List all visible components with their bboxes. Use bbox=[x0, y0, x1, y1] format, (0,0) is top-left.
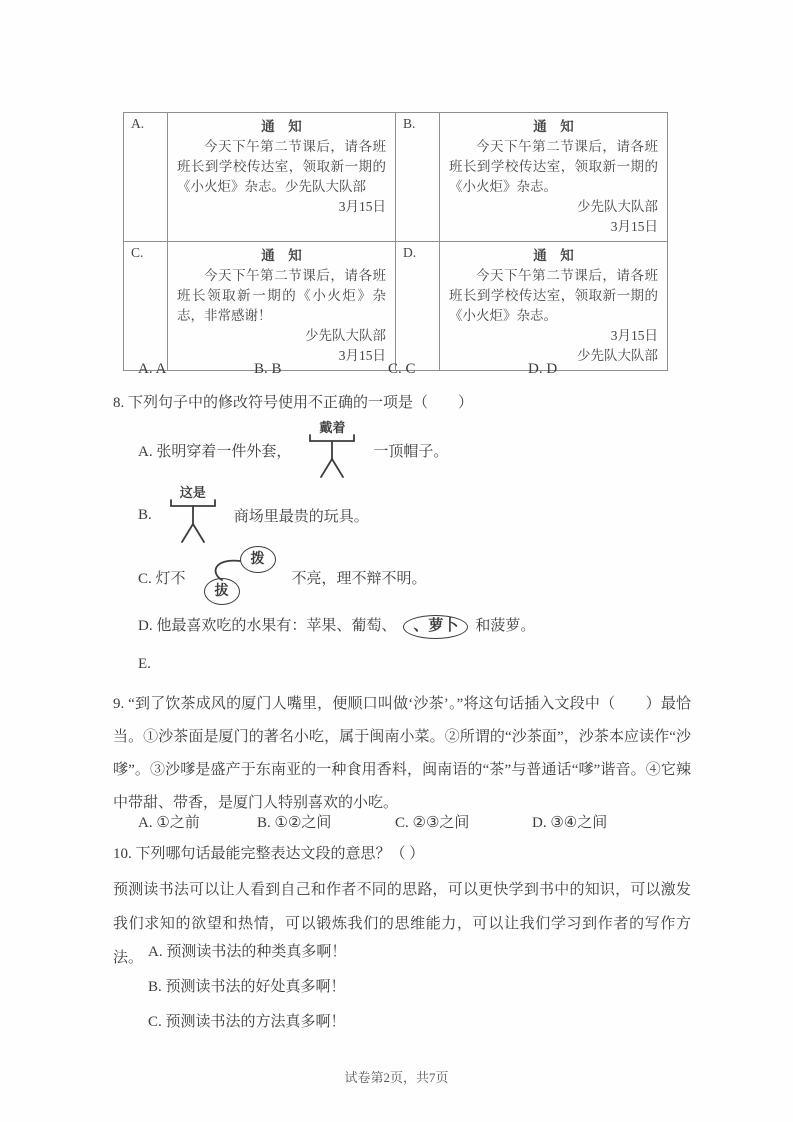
q10-option-a: A. 预测读书法的种类真多啊！ bbox=[148, 944, 347, 960]
q9-passage: 9. “到了饮茶成风的厦门人嘴里，便顺口叫做‘沙茶’。”将这句话插入文段中（ ）最恰当。①沙茶面是厦门的著名小吃，属于闽南小菜。②所谓的“沙茶面”，沙茶本应读作“沙嗲”。③沙嗲是盛产于东南亚的一种食用香料，闽南语的“茶”与普通话“嗲”谐音。④它辣中带甜、带香，是厦门人特别喜欢的小吃。 bbox=[113, 696, 691, 811]
insert-mark-icon bbox=[303, 421, 361, 479]
q8-option-c-prefix: C. 灯不 bbox=[138, 570, 186, 587]
q8-option-d-prefix: D. 他最喜欢吃的水果有：苹果、葡萄、 bbox=[138, 618, 397, 634]
q7-answer-c: C. C bbox=[388, 361, 416, 377]
q8-option-d bbox=[138, 614, 535, 639]
notice-signature: 少先队大队部 bbox=[577, 348, 658, 363]
table-row bbox=[124, 242, 668, 371]
replace-mark-icon bbox=[198, 546, 280, 608]
notice-body: 今天下午第二节课后，请各班班长到学校传达室，领取新一期的《小火炬》杂志。 bbox=[449, 139, 658, 194]
q8-stem: 8. 下列句子中的修改符号使用不正确的一项是（ ） bbox=[113, 395, 474, 411]
replace-old-char: 拔 bbox=[204, 578, 240, 605]
q10-stem: 10. 下列哪句话最能完整表达文段的意思？（ ） bbox=[113, 846, 425, 862]
insert-caret-icon bbox=[165, 499, 221, 544]
q7-answer-b: B. B bbox=[254, 361, 282, 377]
q9-answer-d: D. ③④之间 bbox=[532, 815, 608, 831]
q8-option-b bbox=[138, 486, 369, 544]
q9-answer-b: B. ①②之间 bbox=[257, 815, 332, 831]
q8-option-b-suffix: 商场里最贵的玩具。 bbox=[233, 508, 369, 525]
q7-answer-a: A. A bbox=[138, 361, 167, 377]
notice-signature: 少先队大队部 bbox=[305, 328, 386, 343]
q8-option-e: E. bbox=[138, 656, 151, 672]
insert-word: 戴着 bbox=[319, 420, 346, 435]
notice-c-cell bbox=[168, 242, 396, 371]
q9-answer-c: C. ②③之间 bbox=[395, 815, 470, 831]
notice-date: 3月15日 bbox=[338, 199, 386, 214]
q8-option-c-suffix: 不亮，理不辩不明。 bbox=[291, 570, 427, 587]
notice-body: 今天下午第二节课后，请各班班长到学校传达室，领取新一期的《小火炬》杂志。少先队大队部 bbox=[177, 139, 386, 194]
replace-new-char: 拨 bbox=[240, 546, 276, 573]
q8-option-a-prefix: A. 张明穿着一件外套， bbox=[138, 443, 292, 460]
q7-answer-d: D. D bbox=[528, 361, 558, 377]
notice-date: 3月15日 bbox=[610, 219, 658, 234]
notice-a-cell bbox=[168, 113, 396, 242]
page-footer: 试卷第2页，共7页 bbox=[344, 1070, 449, 1085]
notice-title: 通 知 bbox=[533, 119, 574, 134]
insert-caret-icon bbox=[304, 434, 360, 479]
q8-option-b-prefix: B. bbox=[138, 506, 152, 523]
notice-date: 3月15日 bbox=[610, 328, 658, 343]
notice-b-cell bbox=[440, 113, 668, 242]
q10-passage: 预测读书法可以让人看到自己和作者不同的思路，可以更快学到书中的知识，可以激发我们求知的欲望和热情，可以锻炼我们的思维能力，可以让我们学习到作者的写作方法。 bbox=[113, 882, 691, 966]
q8-option-d-suffix: 和菠萝。 bbox=[475, 618, 536, 634]
notice-d-cell bbox=[440, 242, 668, 371]
notice-c-label: C. bbox=[124, 242, 168, 371]
q8-option-c bbox=[138, 548, 427, 606]
notice-b-label: B. bbox=[396, 113, 440, 242]
q10-option-c: C. 预测读书法的方法真多啊！ bbox=[148, 1014, 346, 1030]
q8-option-a-suffix: 一顶帽子。 bbox=[373, 443, 449, 460]
notice-a-label: A. bbox=[124, 113, 168, 242]
q10-option-b: B. 预测读书法的好处真多啊！ bbox=[148, 979, 346, 995]
notice-title: 通 知 bbox=[261, 248, 302, 263]
notice-title: 通 知 bbox=[533, 248, 574, 263]
q9-answer-row bbox=[138, 811, 683, 831]
delete-oval-icon: 、萝卜 bbox=[403, 615, 468, 639]
insert-word: 这是 bbox=[179, 485, 206, 500]
notice-signature: 少先队大队部 bbox=[577, 199, 658, 214]
q7-notice-table bbox=[123, 112, 668, 371]
notice-date: 3月15日 bbox=[338, 348, 386, 363]
q8-option-a bbox=[138, 422, 448, 478]
insert-mark-icon bbox=[164, 486, 222, 544]
q7-answer-row bbox=[138, 361, 683, 381]
q9-answer-a: A. ①之前 bbox=[138, 815, 200, 831]
notice-body: 今天下午第二节课后，请各班班长领取新一期的《小火炬》杂志，非常感谢！ bbox=[177, 268, 386, 323]
notice-title: 通 知 bbox=[261, 119, 302, 134]
table-row bbox=[124, 113, 668, 242]
notice-d-label: D. bbox=[396, 242, 440, 371]
notice-body: 今天下午第二节课后，请各班班长到学校传达室，领取新一期的《小火炬》杂志。 bbox=[449, 268, 658, 323]
